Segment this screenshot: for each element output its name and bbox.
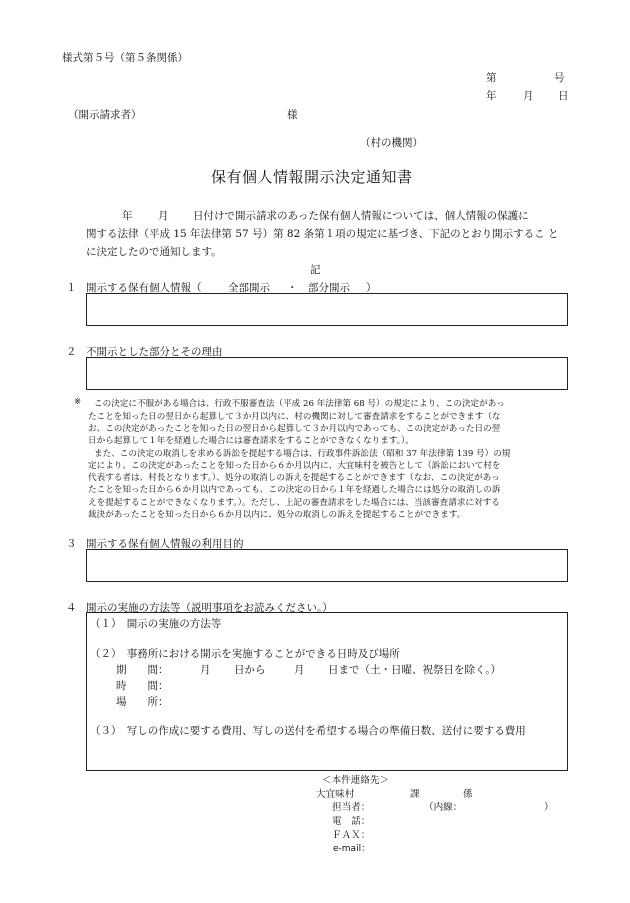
section1-separator: ・	[287, 282, 298, 294]
section4-item2: （２） 事務所における開示を実施することができる日時及び場所	[90, 648, 400, 660]
section4-label: 開示の実施の方法等（説明事項をお読みください。）	[86, 602, 333, 614]
section1-number: １	[66, 282, 77, 294]
section1-option-partial: 部分開示	[308, 282, 350, 294]
section3-number: ３	[66, 538, 77, 550]
notice-p2-line5: えを提起することができなくなります。）。ただし、上記の審査請求をした場合には、当該審査請求に対する	[88, 498, 500, 508]
section2-number: ２	[66, 346, 77, 358]
notice-p2-line3: 代表する者は、村長となります。）、処分の取消しの訴えを提起することができます（なお、この決定があっ	[88, 473, 500, 483]
contact-email-label: e-mail：	[333, 844, 371, 854]
agency-label: （村の機関）	[360, 137, 423, 149]
section1-option-full: 全部開示	[228, 282, 270, 294]
notice-mark: ※	[74, 397, 82, 407]
section4-item1: （１） 開示の実施の方法等	[90, 618, 222, 630]
intro-line3: に決定したので通知します。	[86, 246, 222, 258]
contact-kakari: 係	[463, 789, 473, 800]
section1-close: ）	[366, 282, 377, 294]
date-year: 年	[486, 90, 497, 102]
notice-p2-line2: 定により、この決定があったことを知った日から６か月以内に、大宜味村を被告として（訴訟において村を	[88, 461, 501, 471]
intro-line2: 関する法律（平成 15 年法律第 57 号）第 82 条第１項の規定に基づき、下記のとおり開示するこ と	[86, 228, 559, 240]
period-day-from: 日から	[234, 664, 266, 676]
notice-p2-line4: たことを知った日から６か月以内であっても、この決定の日から１年を経過した場合には処分の取消しの訴	[88, 485, 501, 495]
period-day-to: 日まで（土・日曜、祝祭日を除く。）	[328, 664, 502, 676]
notice-p2-line1: また、この決定の取消しを求める訴訟を提起する場合は、行政事件訴訟法（昭和 37 年法律第 139 号）の規	[94, 449, 511, 459]
period-label: 期 間：	[116, 664, 169, 676]
place-label: 場 所：	[116, 696, 169, 708]
section3-label: 開示する保有個人情報の利用目的	[86, 538, 244, 550]
contact-tantou-label: 担当者：	[332, 802, 371, 813]
date-day: 日	[558, 90, 569, 102]
page-title: 保有個人情報開示決定通知書	[211, 168, 413, 186]
intro-line1: 日付けで開示請求のあった保有個人情報については、個人情報の保護に	[193, 210, 529, 222]
doc-number-go: 号	[554, 72, 565, 84]
notice-p1-line3: お、この決定があったことを知った日の翌日から起算して３か月以内であっても、この決定があった日の翌	[88, 424, 501, 434]
contact-village: 大宜味村	[316, 789, 355, 800]
ki-label: 記	[310, 264, 321, 276]
form-label: 様式第５号（第５条関係）	[62, 52, 188, 64]
contact-naisen-label: （内線：	[424, 802, 463, 813]
section1-label: 開示する保有個人情報（	[86, 282, 202, 294]
date-month: 月	[523, 90, 534, 102]
time-label: 時 間：	[116, 680, 169, 692]
notice-p1-line1: この決定に不服がある場合は、行政不服審査法（平成 26 年法律第 68 号）の規定により、この決定があっ	[94, 399, 505, 409]
contact-phone-label: 電 話：	[332, 816, 371, 827]
period-month-from: 月	[200, 664, 211, 676]
requester-label: （開示請求者）	[68, 109, 142, 121]
intro-year: 年	[122, 210, 133, 222]
notice-p1-line2: たことを知った日の翌日から起算して３か月以内に、村の機関に対して審査請求をすることができます（な	[88, 412, 501, 422]
section2-label: 不開示とした部分とその理由	[86, 346, 223, 358]
contact-header: ＜本件連絡先＞	[322, 775, 390, 786]
requester-sama: 様	[287, 109, 298, 121]
period-month-to: 月	[294, 664, 305, 676]
section3-input-box[interactable]	[86, 549, 568, 582]
section1-input-box[interactable]	[86, 293, 568, 326]
notice-p2-line6: 裁決があったことを知った日から６か月以内に、処分の取消しの訴えを提起することができます。	[88, 510, 466, 520]
contact-fax-label: ＦＡＸ：	[332, 830, 371, 841]
notice-p1-line4: 日から起算して１年を経過した場合には審査請求をすることができなくなります。）。	[88, 436, 414, 446]
section4-item3: （３） 写しの作成に要する費用、写しの送付を希望する場合の準備日数、送付に要する費用	[90, 725, 526, 737]
intro-month: 月	[158, 210, 169, 222]
section4-number: ４	[66, 602, 77, 614]
section2-input-box[interactable]	[86, 357, 568, 390]
doc-number-dai: 第	[486, 72, 497, 84]
contact-ka: 課	[410, 789, 420, 800]
contact-naisen-close: ）	[544, 802, 554, 813]
